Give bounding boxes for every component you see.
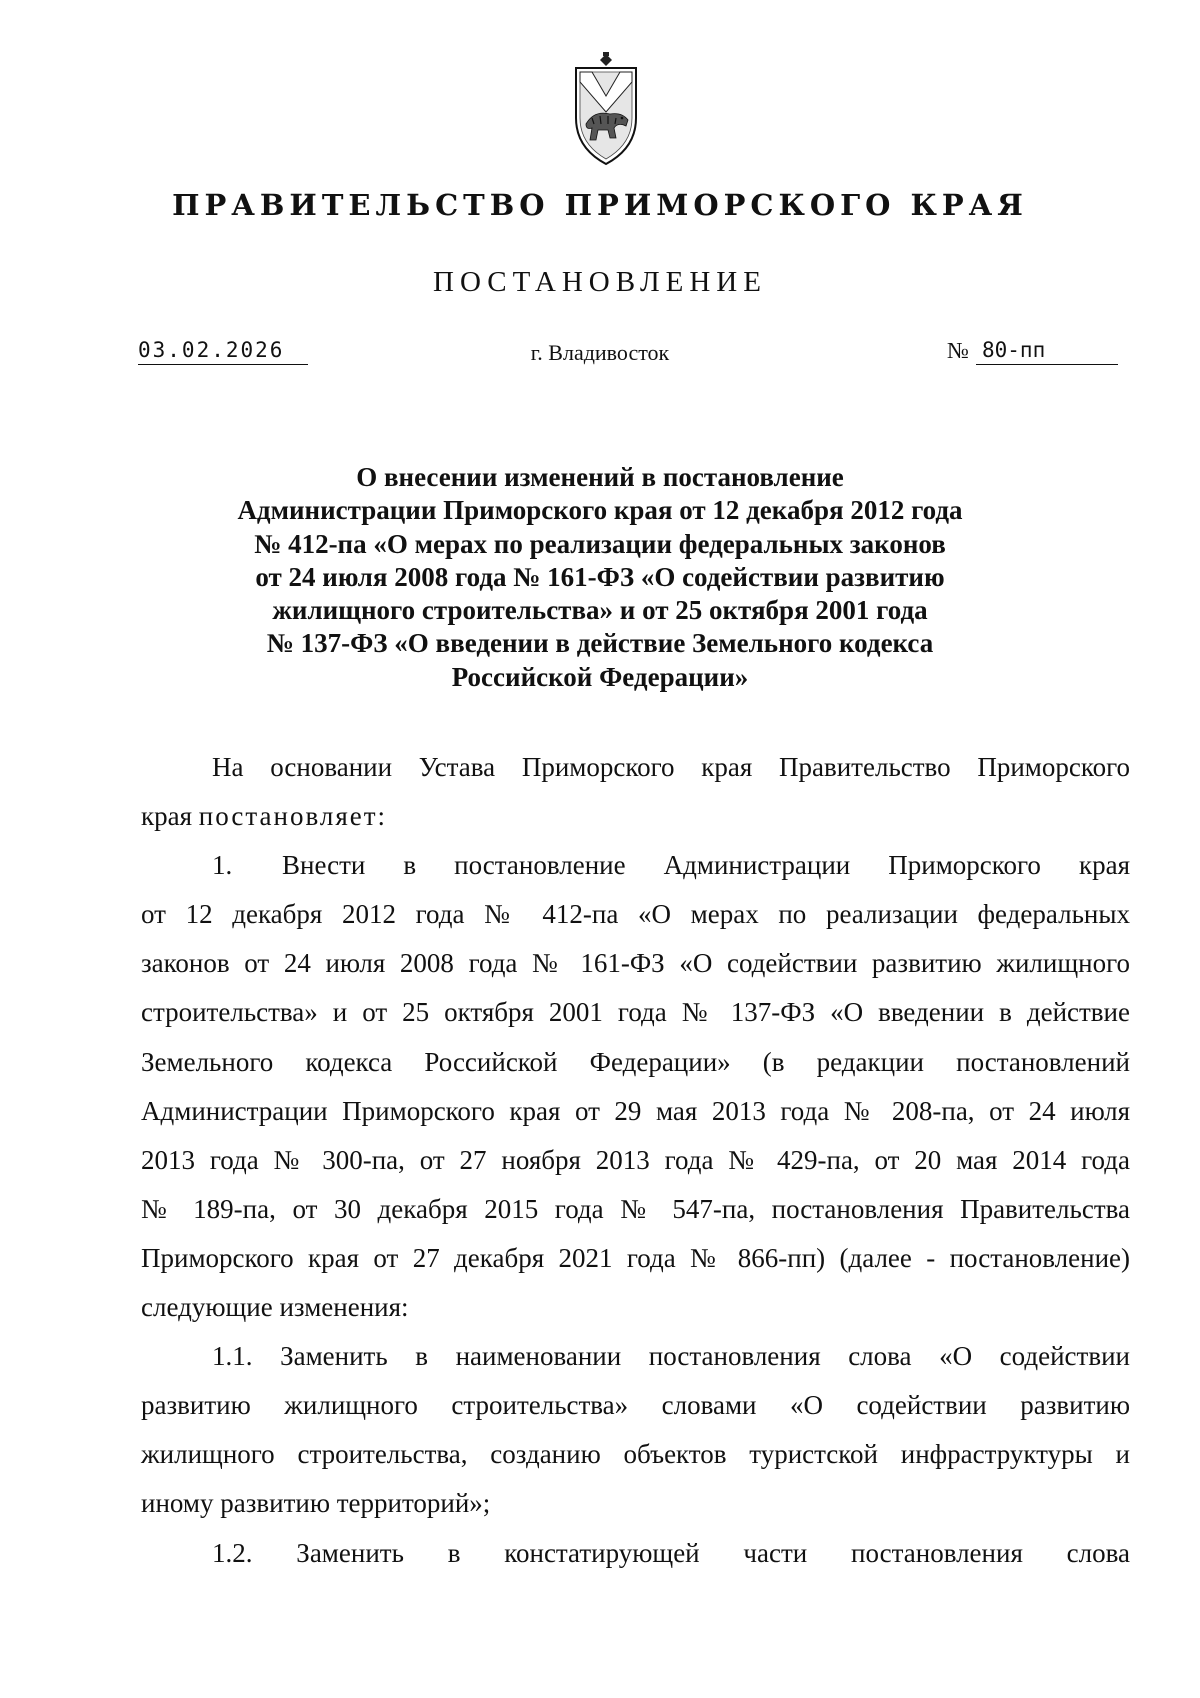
document-subject bbox=[150, 461, 1050, 694]
subject-line: № 412-па «О мерах по реализации федеральных законов bbox=[254, 528, 946, 559]
document-type: ПОСТАНОВЛЕНИЕ bbox=[433, 266, 767, 298]
preamble-prefix: края bbox=[141, 801, 199, 832]
item-1-1-last-line: иному развитию территорий»; bbox=[141, 1488, 491, 1519]
subject-line: от 24 июля 2008 года № 161-ФЗ «О содействии развитию bbox=[255, 561, 945, 592]
item-1-line: Земельного кодекса Российской Федерации» (в редакции постановлений bbox=[141, 1046, 1130, 1077]
subject-line: Администрации Приморского края от 12 декабря 2012 года bbox=[237, 495, 963, 526]
subject-line: О внесении изменений в постановление bbox=[356, 462, 844, 492]
subject-line: Российской Федерации» bbox=[451, 661, 749, 692]
item-1-line: строительства» и от 25 октября 2001 года № 137-ФЗ «О введении в действие bbox=[141, 997, 1130, 1028]
primorsky-krai-coat-of-arms-icon bbox=[570, 52, 642, 168]
item-1-line: 2013 года № 300-па, от 27 ноября 2013 года № 429-па, от 20 мая 2014 года bbox=[141, 1144, 1130, 1175]
subject-line: № 137-ФЗ «О введении в действие Земельного кодекса bbox=[266, 628, 934, 659]
government-title: ПРАВИТЕЛЬСТВО ПРИМОРСКОГО КРАЯ bbox=[172, 188, 1028, 222]
document-city: г. Владивосток bbox=[530, 340, 670, 365]
preamble-line: На основании Устава Приморского края Правительство Приморского bbox=[212, 752, 1130, 782]
item-1-line: Администрации Приморского края от 29 мая 2013 года № 208-па, от 24 июля bbox=[141, 1095, 1130, 1126]
item-1-number: 1. bbox=[212, 850, 233, 881]
document-meta bbox=[0, 338, 1200, 378]
item-1-first-line-text: Внести в постановление Администрации Приморского края bbox=[282, 850, 1130, 881]
document-date: 03.02.2026 bbox=[138, 338, 308, 365]
number-sign: № bbox=[947, 338, 969, 363]
item-1-1-line: развитию жилищного строительства» словами «О содействии развитию bbox=[141, 1390, 1130, 1421]
subject-line: жилищного строительства» и от 25 октября 2001 года bbox=[272, 595, 928, 626]
item-1-last-line: следующие изменения: bbox=[141, 1292, 409, 1323]
document-number: 80-пп bbox=[976, 338, 1118, 365]
item-1-line: Приморского края от 27 декабря 2021 года № 866-пп) (далее - постановление) bbox=[141, 1242, 1130, 1273]
item-1-2-line: 1.2. Заменить в констатирующей части постановления слова bbox=[212, 1537, 1130, 1568]
item-1-line: законов от 24 июля 2008 года № 161-ФЗ «О содействии развитию жилищного bbox=[141, 948, 1130, 979]
document-body bbox=[141, 743, 1130, 1578]
preamble-line bbox=[141, 792, 1130, 841]
item-1-1-line: жилищного строительства, созданию объектов туристской инфраструктуры и bbox=[141, 1439, 1130, 1470]
item-1-1-line: 1.1. Заменить в наименовании постановления слова «О содействии bbox=[212, 1341, 1130, 1372]
item-1-first-line bbox=[141, 841, 1130, 890]
preamble-verb: постановляет: bbox=[198, 801, 388, 832]
item-1-line: от 12 декабря 2012 года № 412-па «О мерах по реализации федеральных bbox=[141, 899, 1130, 930]
item-1-line: № 189-па, от 30 декабря 2015 года № 547-па, постановления Правительства bbox=[141, 1193, 1130, 1224]
